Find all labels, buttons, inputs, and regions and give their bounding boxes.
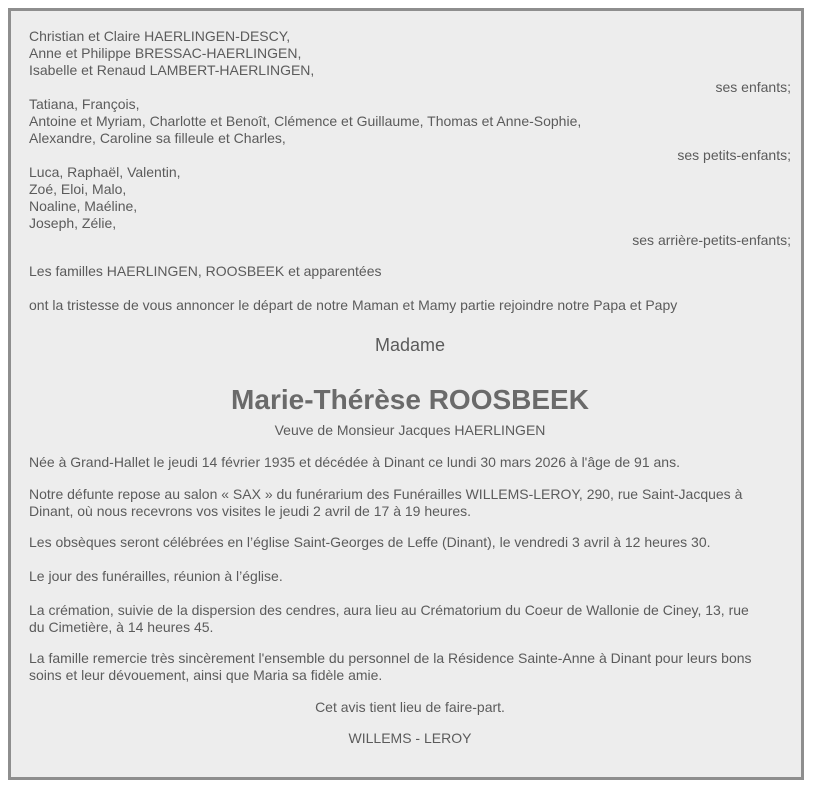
- child-line: Christian et Claire HAERLINGEN-DESCY,: [29, 28, 291, 44]
- faire-part-line: Cet avis tient lieu de faire-part.: [315, 699, 505, 715]
- great-grandchildren-label: ses arrière-petits-enfants;: [632, 232, 791, 248]
- funeral-home-line: WILLEMS - LEROY: [348, 730, 472, 746]
- families-line: Les familles HAERLINGEN, ROOSBEEK et apparentées: [29, 263, 382, 279]
- cremation-line: du Cimetière, à 14 heures 45.: [29, 619, 214, 635]
- visitation-line: Notre défunte repose au salon « SAX » du funérarium des Funérailles WILLEMS-LEROY, 290, rue Saint-Jacques à: [29, 486, 743, 502]
- cremation-paragraph: [29, 602, 791, 636]
- great-grandchild-line: Joseph, Zélie,: [29, 215, 117, 231]
- meeting-line: Le jour des funérailles, réunion à l’église.: [29, 568, 283, 584]
- great-grandchild-line: Zoé, Eloi, Malo,: [29, 181, 127, 197]
- grandchild-line: Alexandre, Caroline sa filleule et Charles,: [29, 130, 286, 146]
- announcement-line: ont la tristesse de vous annoncer le départ de notre Maman et Mamy partie rejoindre notre Papa et Papy: [29, 297, 678, 313]
- visitation-line: Dinant, où nous recevrons vos visites le jeudi 2 avril de 17 à 19 heures.: [29, 503, 472, 519]
- visitation-paragraph: [29, 486, 791, 520]
- notice-content: [29, 28, 791, 747]
- grandchild-line: Antoine et Myriam, Charlotte et Benoît, Clémence et Guillaume, Thomas et Anne-Sophie,: [29, 113, 582, 129]
- thanks-line: soins et leur dévouement, ainsi que Maria sa fidèle amie.: [29, 667, 383, 683]
- grandchildren-label: ses petits-enfants;: [677, 147, 791, 163]
- child-line: Anne et Philippe BRESSAC-HAERLINGEN,: [29, 45, 302, 61]
- great-grandchildren-list: [29, 164, 791, 232]
- children-list: [29, 28, 791, 79]
- thanks-paragraph: [29, 650, 791, 684]
- birth-death-line: Née à Grand-Hallet le jeudi 14 février 1935 et décédée à Dinant ce lundi 30 mars 2026 à l'âge de 91 ans.: [29, 454, 680, 470]
- funeral-line: Les obsèques seront célébrées en l’église Saint-Georges de Leffe (Dinant), le vendredi 3 avril à 12 heures 30.: [29, 534, 711, 550]
- obituary-notice: [8, 8, 804, 780]
- thanks-line: La famille remercie très sincèrement l'ensemble du personnel de la Résidence Sainte-Anne à Dinant pour leurs bons: [29, 650, 752, 666]
- grandchildren-list: [29, 96, 791, 147]
- great-grandchild-line: Noaline, Maéline,: [29, 198, 138, 214]
- title-madame: Madame: [374, 335, 446, 355]
- children-label: ses enfants;: [715, 79, 791, 95]
- deceased-name: Marie-Thérèse ROOSBEEK: [231, 384, 589, 415]
- cremation-line: La crémation, suivie de la dispersion des cendres, aura lieu au Crématorium du Coeur de Wallonie de Ciney, 13, rue: [29, 602, 749, 618]
- child-line: Isabelle et Renaud LAMBERT-HAERLINGEN,: [29, 62, 315, 78]
- widow-line: Veuve de Monsieur Jacques HAERLINGEN: [274, 422, 546, 438]
- grandchild-line: Tatiana, François,: [29, 96, 140, 112]
- great-grandchild-line: Luca, Raphaël, Valentin,: [29, 164, 181, 180]
